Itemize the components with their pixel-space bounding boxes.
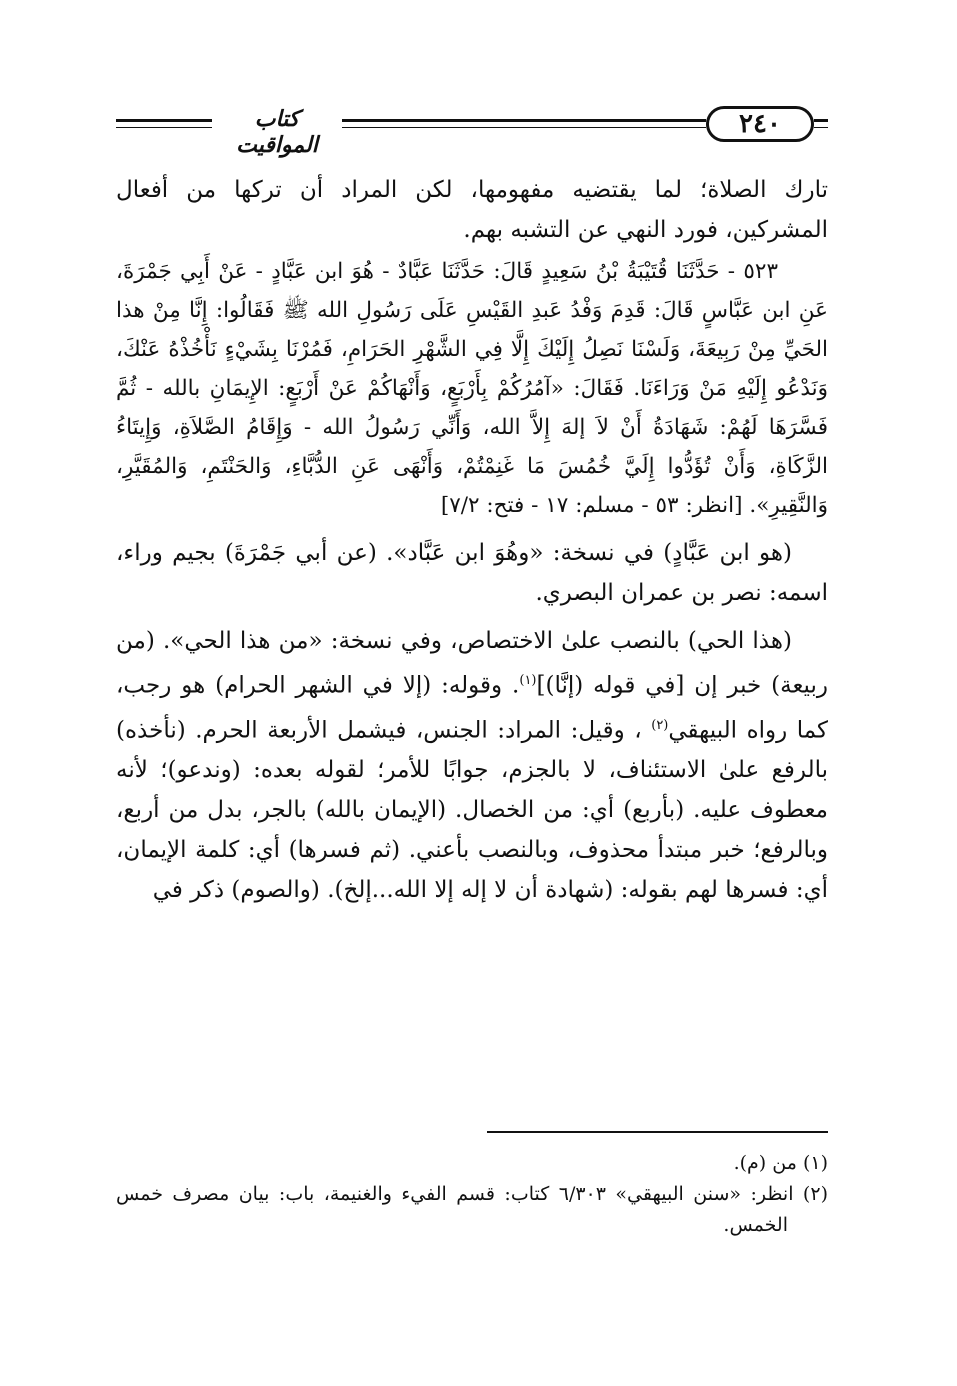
page-header	[116, 100, 828, 158]
footnote-ref-2[interactable]: (٢)	[651, 717, 669, 733]
page-number: ٢٤٠	[706, 106, 814, 142]
commentary-2-part-c: ، وقيل: المراد: الجنس، فيشمل الأربعة الحرم. (نأخذه) بالرفع علىٰ الاستئناف، لا بالجزم، جوابًا للأمر؛ لقوله بعده: (وندعو)؛ لأنه معطوف عليه. (بأربع) أي: من الخصال. (الإيمان بالله) بالجر، بدل من أربع، وبالرفع؛ خبر مبتدأ محذوف، وبالنصب بأعني. (ثم فسرها) أي: كلمة الإيمان، أي: فسرها لهم بقوله: (شهادة أن لا إله إلا الله...إلخ). (والصوم) ذكر في	[116, 717, 828, 904]
intro-paragraph: تارك الصلاة؛ لما يقتضيه مفهومها، لكن المراد أن تركها من أفعال المشركين، فورد النهي عن التشبه بهم.	[116, 177, 828, 243]
hadith-reference: [انظر: ٥٣ - مسلم: ١٧ - فتح: ٧/٢]	[440, 493, 743, 518]
footnotes	[116, 1148, 828, 1241]
header-rule-left-top	[116, 119, 212, 122]
hadith-text: ٥٢٣ - حَدَّثَنَا قُتَيْبَةُ بْنُ سَعِيدٍ قَالَ: حَدَّثَنَا عَبَّادٌ - هُوَ ابن عَبَّادٍ - عَنْ أَبِي جَمْرَةَ، عَنِ ابن عَبَّاسٍ قَالَ: قَدِمَ وَفْدُ عَبدِ القَيْسِ عَلَى رَسُولِ الله ﷺ فَقَالُوا: إِنَّا مِنْ هذا الحَيِّ مِنْ رَبِيعَةَ، وَلَسْنَا نَصِلُ إِلَيْكَ إِلَّا فِي الشَّهْرِ الحَرَامِ، فَمُرْنَا بِشَيْءٍ نَأْخُذْهُ عَنْكَ، وَنَدْعُو إِلَيْهِ مَنْ وَرَاءَنَا. فَقَالَ: «آمُرُكُمْ بِأَرْبَعٍ، وَأَنْهَاكُمْ عَنْ أَرْبَعٍ: الإِيمَانِ بالله - ثُمَّ فَسَّرَهَا لَهُمْ: شَهَادَةُ أَنْ لاَ إلهَ إِلاَّ الله، وَأَنِّي رَسُولُ الله - وَإِقَامُ الصَّلاَةِ، وَإِيتَاءُ الزَّكَاةِ، وَأَنْ تُؤَدُّوا إِلَيَّ خُمُسَ مَا غَنِمْتُمْ، وَأَنْهَى عَنِ الدُّبَّاءِ، وَالحَنْتَمِ، وَالمُقَيَّرِ، وَالنَّقِيرِ».	[116, 259, 828, 518]
commentary-paragraph-1: (هو ابن عَبَّادٍ) في نسخة: «وهُوَ ابن عَبَّاد». (عن أبي جَمْرَةَ) بجيم وراء، اسمه: نصر بن عمران البصري.	[116, 540, 828, 606]
header-rule-middle-top	[342, 119, 706, 122]
header-rule-left-bottom	[116, 127, 212, 128]
header-rule-right-bottom	[814, 127, 828, 128]
footnote-ref-1[interactable]: (١)	[519, 673, 537, 688]
chapter-title: كتاب المواقيت	[212, 106, 342, 158]
main-text	[116, 170, 828, 910]
footnote-1: (١) من (م).	[733, 1152, 828, 1174]
footnote-2: (٢) انظر: «سنن البيهقي» ٦/٣٠٣ كتاب: قسم الفيء والغنيمة، باب: بيان مصرف خمس الخمس.	[116, 1183, 828, 1236]
commentary-paragraph-2	[116, 621, 828, 910]
header-rule-middle-bottom	[342, 127, 706, 128]
hadith-523	[116, 252, 828, 525]
footnote-divider	[487, 1131, 828, 1133]
commentary-2-part-a: (هذا الحي) بالنصب علىٰ الاختصاص، وفي نسخة: «من هذا الحي». (من ربيعة) خبر إن [في قوله (إنَّا)]	[116, 628, 829, 699]
commentary-2-part-b: . وقوله: (إلا في الشهر الحرام) هو رجب، كما رواه البيهقي	[116, 672, 828, 744]
header-rule-right-top	[814, 119, 828, 122]
